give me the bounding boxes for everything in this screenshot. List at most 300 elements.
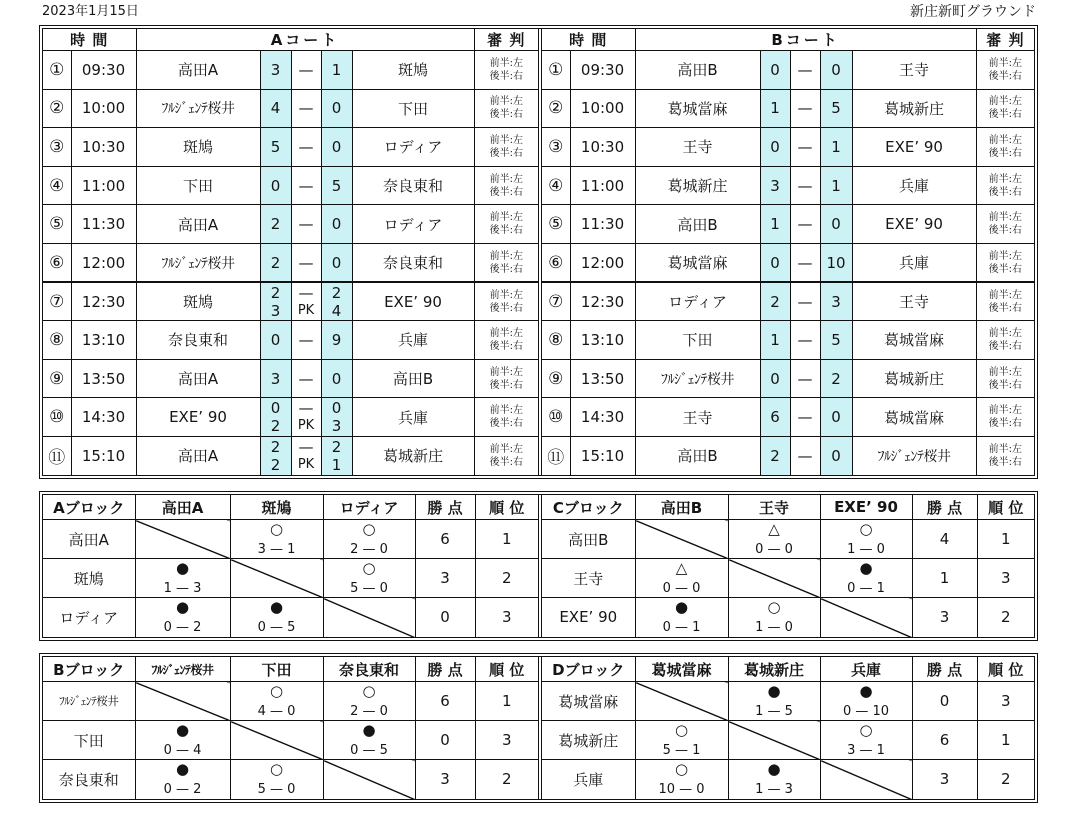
away-score	[820, 51, 852, 90]
points-value: 3	[415, 760, 475, 799]
venue-name: 新庄新町グラウンド	[910, 4, 1036, 20]
rank-value: 3	[475, 721, 538, 760]
referee-first-half: 前半:左	[489, 366, 523, 378]
home-score	[760, 436, 790, 475]
referee-first-half: 前半:左	[988, 173, 1023, 185]
result-score: 3 — 1	[257, 541, 296, 557]
score-separator	[790, 51, 820, 90]
kickoff-time: 12:00	[71, 243, 136, 282]
result-mark: ●	[859, 558, 873, 577]
opponent-header: EXE’ 90	[820, 495, 912, 520]
away-score	[321, 321, 352, 360]
dash: —	[298, 215, 314, 234]
away-team: 葛城新庄	[852, 89, 976, 128]
standings-row	[542, 598, 1034, 637]
score-separator	[291, 243, 321, 282]
block-header-row	[542, 657, 1034, 682]
match-result	[820, 559, 912, 598]
referee-assignment	[474, 321, 538, 360]
score-separator	[291, 89, 321, 128]
result-score: 1 — 0	[755, 619, 793, 635]
dash: —	[298, 176, 314, 195]
referee-second-half: 後半:右	[489, 263, 523, 275]
dash: —	[797, 330, 813, 349]
referee-assignment	[976, 359, 1034, 398]
match-number: ⑧	[542, 321, 570, 360]
result-mark: △	[675, 558, 688, 577]
match-result	[820, 520, 912, 559]
standings-row	[542, 559, 1034, 598]
away-team: ロディア	[352, 205, 474, 244]
match-row	[542, 51, 1034, 90]
result-mark: ●	[767, 681, 781, 700]
match-row	[542, 359, 1034, 398]
match-result	[728, 760, 820, 799]
dash: —	[298, 437, 314, 456]
home-team: 斑鳩	[136, 282, 260, 321]
diagonal-cell	[135, 682, 230, 721]
court-b-schedule	[542, 29, 1034, 475]
referee-assignment	[976, 51, 1034, 90]
referee-assignment	[474, 359, 538, 398]
result-mark: ○	[362, 681, 376, 700]
match-row	[542, 243, 1034, 282]
home-team: 下田	[136, 166, 260, 205]
dash: —	[797, 369, 813, 388]
opponent-header: 高田B	[635, 495, 728, 520]
referee-first-half: 前半:左	[988, 405, 1023, 417]
home-goals: 0	[270, 330, 281, 349]
home-team: 奈良東和	[136, 321, 260, 360]
home-team: 斑鳩	[136, 128, 260, 167]
block-header-row	[43, 495, 538, 520]
home-goals: 3	[270, 369, 281, 388]
rank-value: 2	[977, 760, 1034, 799]
result-mark: ○	[859, 519, 873, 538]
home-goals: 6	[770, 408, 780, 427]
referee-first-half: 前半:左	[988, 327, 1023, 339]
team-name: 葛城新庄	[542, 721, 635, 760]
home-goals: 1	[770, 215, 780, 234]
referee-second-half: 後半:右	[489, 418, 523, 430]
dash: —	[797, 446, 813, 465]
home-team: 王寺	[635, 398, 760, 437]
points-value: 3	[912, 760, 977, 799]
referee-header: 審 判	[474, 29, 538, 51]
match-number: ③	[542, 128, 570, 167]
referee-first-half: 前半:左	[988, 289, 1023, 301]
result-mark: ●	[269, 597, 284, 616]
home-team: 葛城當麻	[635, 89, 760, 128]
away-team: 斑鳩	[352, 51, 474, 90]
standings-row	[43, 682, 538, 721]
diagonal-cell	[820, 760, 912, 799]
standings-row	[542, 520, 1034, 559]
result-score: 0 — 0	[755, 541, 793, 557]
match-result	[230, 598, 323, 637]
referee-second-half: 後半:右	[489, 225, 523, 237]
match-result	[230, 682, 323, 721]
referee-assignment	[474, 205, 538, 244]
opponent-header: 奈良東和	[323, 657, 415, 682]
result-mark: ○	[859, 720, 873, 739]
away-pk-goals: 1	[331, 455, 342, 474]
match-row	[542, 89, 1034, 128]
referee-assignment	[474, 166, 538, 205]
block-standings-b-d	[39, 653, 1038, 803]
away-goals: 5	[831, 330, 841, 349]
diagonal-cell	[728, 721, 820, 760]
home-score	[260, 321, 291, 360]
team-name: 斑鳩	[43, 559, 135, 598]
match-row	[43, 51, 538, 90]
match-number: ①	[542, 51, 570, 90]
dash: —	[797, 253, 813, 272]
away-score	[321, 166, 352, 205]
block-c-standings	[542, 495, 1034, 637]
match-row	[43, 128, 538, 167]
result-mark: ●	[175, 597, 190, 616]
rank-value: 3	[977, 682, 1034, 721]
score-separator	[291, 282, 321, 321]
standings-row	[43, 559, 538, 598]
kickoff-time: 12:00	[570, 243, 635, 282]
points-value: 3	[415, 559, 475, 598]
away-score	[321, 128, 352, 167]
away-team: 葛城當麻	[852, 398, 976, 437]
block-header	[542, 495, 1034, 520]
kickoff-time: 12:30	[570, 282, 635, 321]
dash: —	[797, 292, 813, 311]
rank-value: 1	[977, 721, 1034, 760]
points-value: 6	[912, 721, 977, 760]
home-team: ﾌﾙｼﾞｪﾝﾃ桜井	[136, 89, 260, 128]
points-value: 4	[912, 520, 977, 559]
result-mark: ○	[269, 519, 284, 538]
kickoff-time: 12:30	[71, 282, 136, 321]
away-team: 奈良東和	[352, 166, 474, 205]
opponent-header: ロディア	[323, 495, 415, 520]
referee-assignment	[976, 89, 1034, 128]
result-score: 1 — 0	[847, 541, 885, 557]
score-separator	[790, 321, 820, 360]
away-score	[321, 89, 352, 128]
team-name: 下田	[43, 721, 135, 760]
home-score	[760, 51, 790, 90]
diagonal-cell	[728, 559, 820, 598]
referee-first-half: 前半:左	[489, 212, 523, 224]
referee-first-half: 前半:左	[489, 327, 523, 339]
referee-assignment	[474, 398, 538, 437]
score-separator	[790, 282, 820, 321]
referee-second-half: 後半:右	[489, 109, 523, 121]
referee-second-half: 後半:右	[988, 302, 1023, 314]
home-goals: 2	[270, 215, 281, 234]
kickoff-time: 10:00	[570, 89, 635, 128]
away-team: 奈良東和	[352, 243, 474, 282]
match-number: ⑧	[43, 321, 71, 360]
match-number: ⑦	[542, 282, 570, 321]
dash: —	[298, 399, 314, 418]
court-a-header-row	[43, 29, 538, 51]
referee-first-half: 前半:左	[988, 250, 1023, 262]
kickoff-time: 10:30	[71, 128, 136, 167]
home-score	[260, 51, 291, 90]
away-goals: 1	[831, 176, 841, 195]
standings-row	[43, 760, 538, 799]
score-separator	[790, 243, 820, 282]
match-number: ⑨	[542, 359, 570, 398]
referee-second-half: 後半:右	[489, 302, 523, 314]
result-score: 0 — 1	[847, 580, 885, 596]
referee-assignment	[976, 243, 1034, 282]
match-result	[635, 760, 728, 799]
home-score	[760, 243, 790, 282]
result-mark: ●	[674, 597, 689, 616]
home-team: 高田A	[136, 51, 260, 90]
referee-second-half: 後半:右	[489, 340, 523, 352]
kickoff-time: 11:30	[570, 205, 635, 244]
home-score	[760, 89, 790, 128]
diagonal-cell	[635, 520, 728, 559]
time-header: 時 間	[542, 29, 635, 51]
score-separator	[790, 205, 820, 244]
score-separator	[291, 321, 321, 360]
points-header: 勝 点	[415, 495, 475, 520]
court-b-matches	[542, 51, 1034, 476]
away-score	[321, 359, 352, 398]
referee-assignment	[474, 282, 538, 321]
home-goals: 1	[770, 330, 780, 349]
home-goals: 0	[770, 60, 780, 79]
dash: —	[797, 215, 813, 234]
match-number: ⑪	[542, 436, 570, 475]
referee-assignment	[976, 128, 1034, 167]
referee-header: 審 判	[976, 29, 1034, 51]
match-row	[542, 398, 1034, 437]
home-score	[260, 166, 291, 205]
match-result	[135, 721, 230, 760]
points-header: 勝 点	[415, 657, 475, 682]
home-goals: 5	[270, 137, 281, 156]
block-name: Aブロック	[43, 495, 135, 520]
home-team: 葛城當麻	[635, 243, 760, 282]
away-score	[321, 205, 352, 244]
away-team: EXE’ 90	[852, 128, 976, 167]
result-score: 1 — 3	[163, 580, 202, 596]
away-team: 王寺	[852, 51, 976, 90]
home-score	[760, 321, 790, 360]
rank-value: 3	[475, 598, 538, 637]
away-goals: 0	[331, 253, 342, 272]
result-mark: ○	[269, 759, 284, 778]
block-name: Dブロック	[542, 657, 635, 682]
away-score	[321, 282, 352, 321]
home-score	[260, 282, 291, 321]
diagonal-cell	[820, 598, 912, 637]
result-score: 0 — 2	[163, 619, 202, 635]
kickoff-time: 15:10	[570, 436, 635, 475]
result-mark: ●	[175, 759, 190, 778]
match-row	[43, 243, 538, 282]
home-score	[760, 398, 790, 437]
dash: —	[298, 137, 314, 156]
match-row	[43, 166, 538, 205]
referee-second-half: 後半:右	[489, 147, 523, 159]
team-name: 葛城當麻	[542, 682, 635, 721]
referee-second-half: 後半:右	[988, 418, 1023, 430]
block-name: Bブロック	[43, 657, 135, 682]
match-row	[43, 398, 538, 437]
away-goals: 0	[831, 215, 841, 234]
referee-first-half: 前半:左	[988, 443, 1023, 455]
referee-assignment	[976, 321, 1034, 360]
result-score: 2 — 0	[350, 541, 388, 557]
standings-row	[43, 520, 538, 559]
opponent-header: 葛城當麻	[635, 657, 728, 682]
opponent-header: 葛城新庄	[728, 657, 820, 682]
match-schedule	[39, 25, 1038, 479]
score-separator	[291, 205, 321, 244]
kickoff-time: 11:00	[71, 166, 136, 205]
result-mark: ○	[674, 720, 689, 739]
match-result	[230, 760, 323, 799]
referee-first-half: 前半:左	[489, 443, 523, 455]
match-result	[635, 598, 728, 637]
score-separator	[790, 89, 820, 128]
match-number: ⑨	[43, 359, 71, 398]
referee-first-half: 前半:左	[988, 134, 1023, 146]
referee-assignment	[976, 436, 1034, 475]
diagonal-cell	[135, 520, 230, 559]
match-row	[542, 128, 1034, 167]
home-score	[260, 243, 291, 282]
rank-value: 1	[475, 682, 538, 721]
kickoff-time: 14:30	[570, 398, 635, 437]
result-mark: ○	[362, 558, 376, 577]
away-team: 兵庫	[352, 398, 474, 437]
away-team: ロディア	[352, 128, 474, 167]
referee-second-half: 後半:右	[489, 379, 523, 391]
points-value: 6	[415, 520, 475, 559]
home-pk-goals: 2	[270, 455, 281, 474]
away-pk-goals: 3	[331, 417, 342, 436]
team-name: 高田A	[43, 520, 135, 559]
block-rows	[43, 682, 538, 799]
referee-first-half: 前半:左	[489, 173, 523, 185]
result-score: 0 — 5	[350, 742, 388, 758]
referee-first-half: 前半:左	[489, 134, 523, 146]
away-team: 葛城當麻	[852, 321, 976, 360]
home-score	[760, 128, 790, 167]
home-goals: 3	[270, 60, 281, 79]
diagonal-cell	[230, 559, 323, 598]
match-number: ⑦	[43, 282, 71, 321]
kickoff-time: 13:50	[570, 359, 635, 398]
match-number: ②	[43, 89, 71, 128]
kickoff-time: 13:10	[570, 321, 635, 360]
home-team: ロディア	[635, 282, 760, 321]
diagonal-cell	[323, 760, 415, 799]
away-goals: 1	[831, 137, 841, 156]
result-score: 5 — 0	[257, 781, 296, 797]
standings-row	[542, 682, 1034, 721]
home-score	[260, 436, 291, 475]
kickoff-time: 13:50	[71, 359, 136, 398]
home-goals: 0	[270, 176, 281, 195]
block-header	[542, 657, 1034, 682]
block-a-standings	[43, 495, 538, 637]
match-row	[43, 359, 538, 398]
away-score	[820, 321, 852, 360]
referee-second-half: 後半:右	[489, 186, 523, 198]
match-row	[43, 436, 538, 475]
standings-row	[542, 721, 1034, 760]
away-score	[820, 398, 852, 437]
dash: —	[298, 60, 314, 79]
match-number: ②	[542, 89, 570, 128]
score-separator	[790, 359, 820, 398]
match-number: ④	[43, 166, 71, 205]
away-pk-goals: 4	[331, 301, 342, 320]
block-d-standings	[542, 657, 1034, 799]
match-result	[820, 721, 912, 760]
dash: —	[797, 176, 813, 195]
away-goals: 2	[831, 369, 841, 388]
home-team: 高田A	[136, 436, 260, 475]
match-row	[542, 321, 1034, 360]
dash: —	[298, 330, 314, 349]
home-goals: 4	[270, 99, 281, 118]
block-header-row	[542, 495, 1034, 520]
away-score	[820, 128, 852, 167]
away-team: EXE’ 90	[852, 205, 976, 244]
kickoff-time: 09:30	[71, 51, 136, 90]
home-team: ﾌﾙｼﾞｪﾝﾃ桜井	[136, 243, 260, 282]
referee-second-half: 後半:右	[988, 263, 1023, 275]
score-separator	[790, 436, 820, 475]
kickoff-time: 14:30	[71, 398, 136, 437]
home-team: 下田	[635, 321, 760, 360]
referee-first-half: 前半:左	[489, 96, 523, 108]
result-score: 3 — 1	[847, 742, 885, 758]
match-number: ⑥	[542, 243, 570, 282]
away-team: 高田B	[352, 359, 474, 398]
away-team: 兵庫	[852, 243, 976, 282]
block-header-row	[43, 657, 538, 682]
result-score: 2 — 0	[350, 703, 388, 719]
home-pk-goals: 3	[270, 301, 281, 320]
referee-first-half: 前半:左	[988, 96, 1023, 108]
result-score: 0 — 0	[662, 580, 701, 596]
away-goals: 2	[331, 437, 342, 456]
match-result	[323, 559, 415, 598]
match-result	[728, 520, 820, 559]
dash: —	[797, 99, 813, 118]
home-team: ﾌﾙｼﾞｪﾝﾃ桜井	[635, 359, 760, 398]
home-goals: 3	[770, 176, 780, 195]
result-score: 0 — 10	[842, 703, 890, 719]
result-mark: ○	[362, 519, 376, 538]
home-pk-goals: 2	[270, 417, 281, 436]
block-rows	[542, 682, 1034, 799]
referee-assignment	[474, 89, 538, 128]
dash: —	[797, 60, 813, 79]
match-row	[43, 321, 538, 360]
match-number: ⑤	[542, 205, 570, 244]
result-score: 0 — 5	[257, 619, 296, 635]
away-score	[820, 282, 852, 321]
